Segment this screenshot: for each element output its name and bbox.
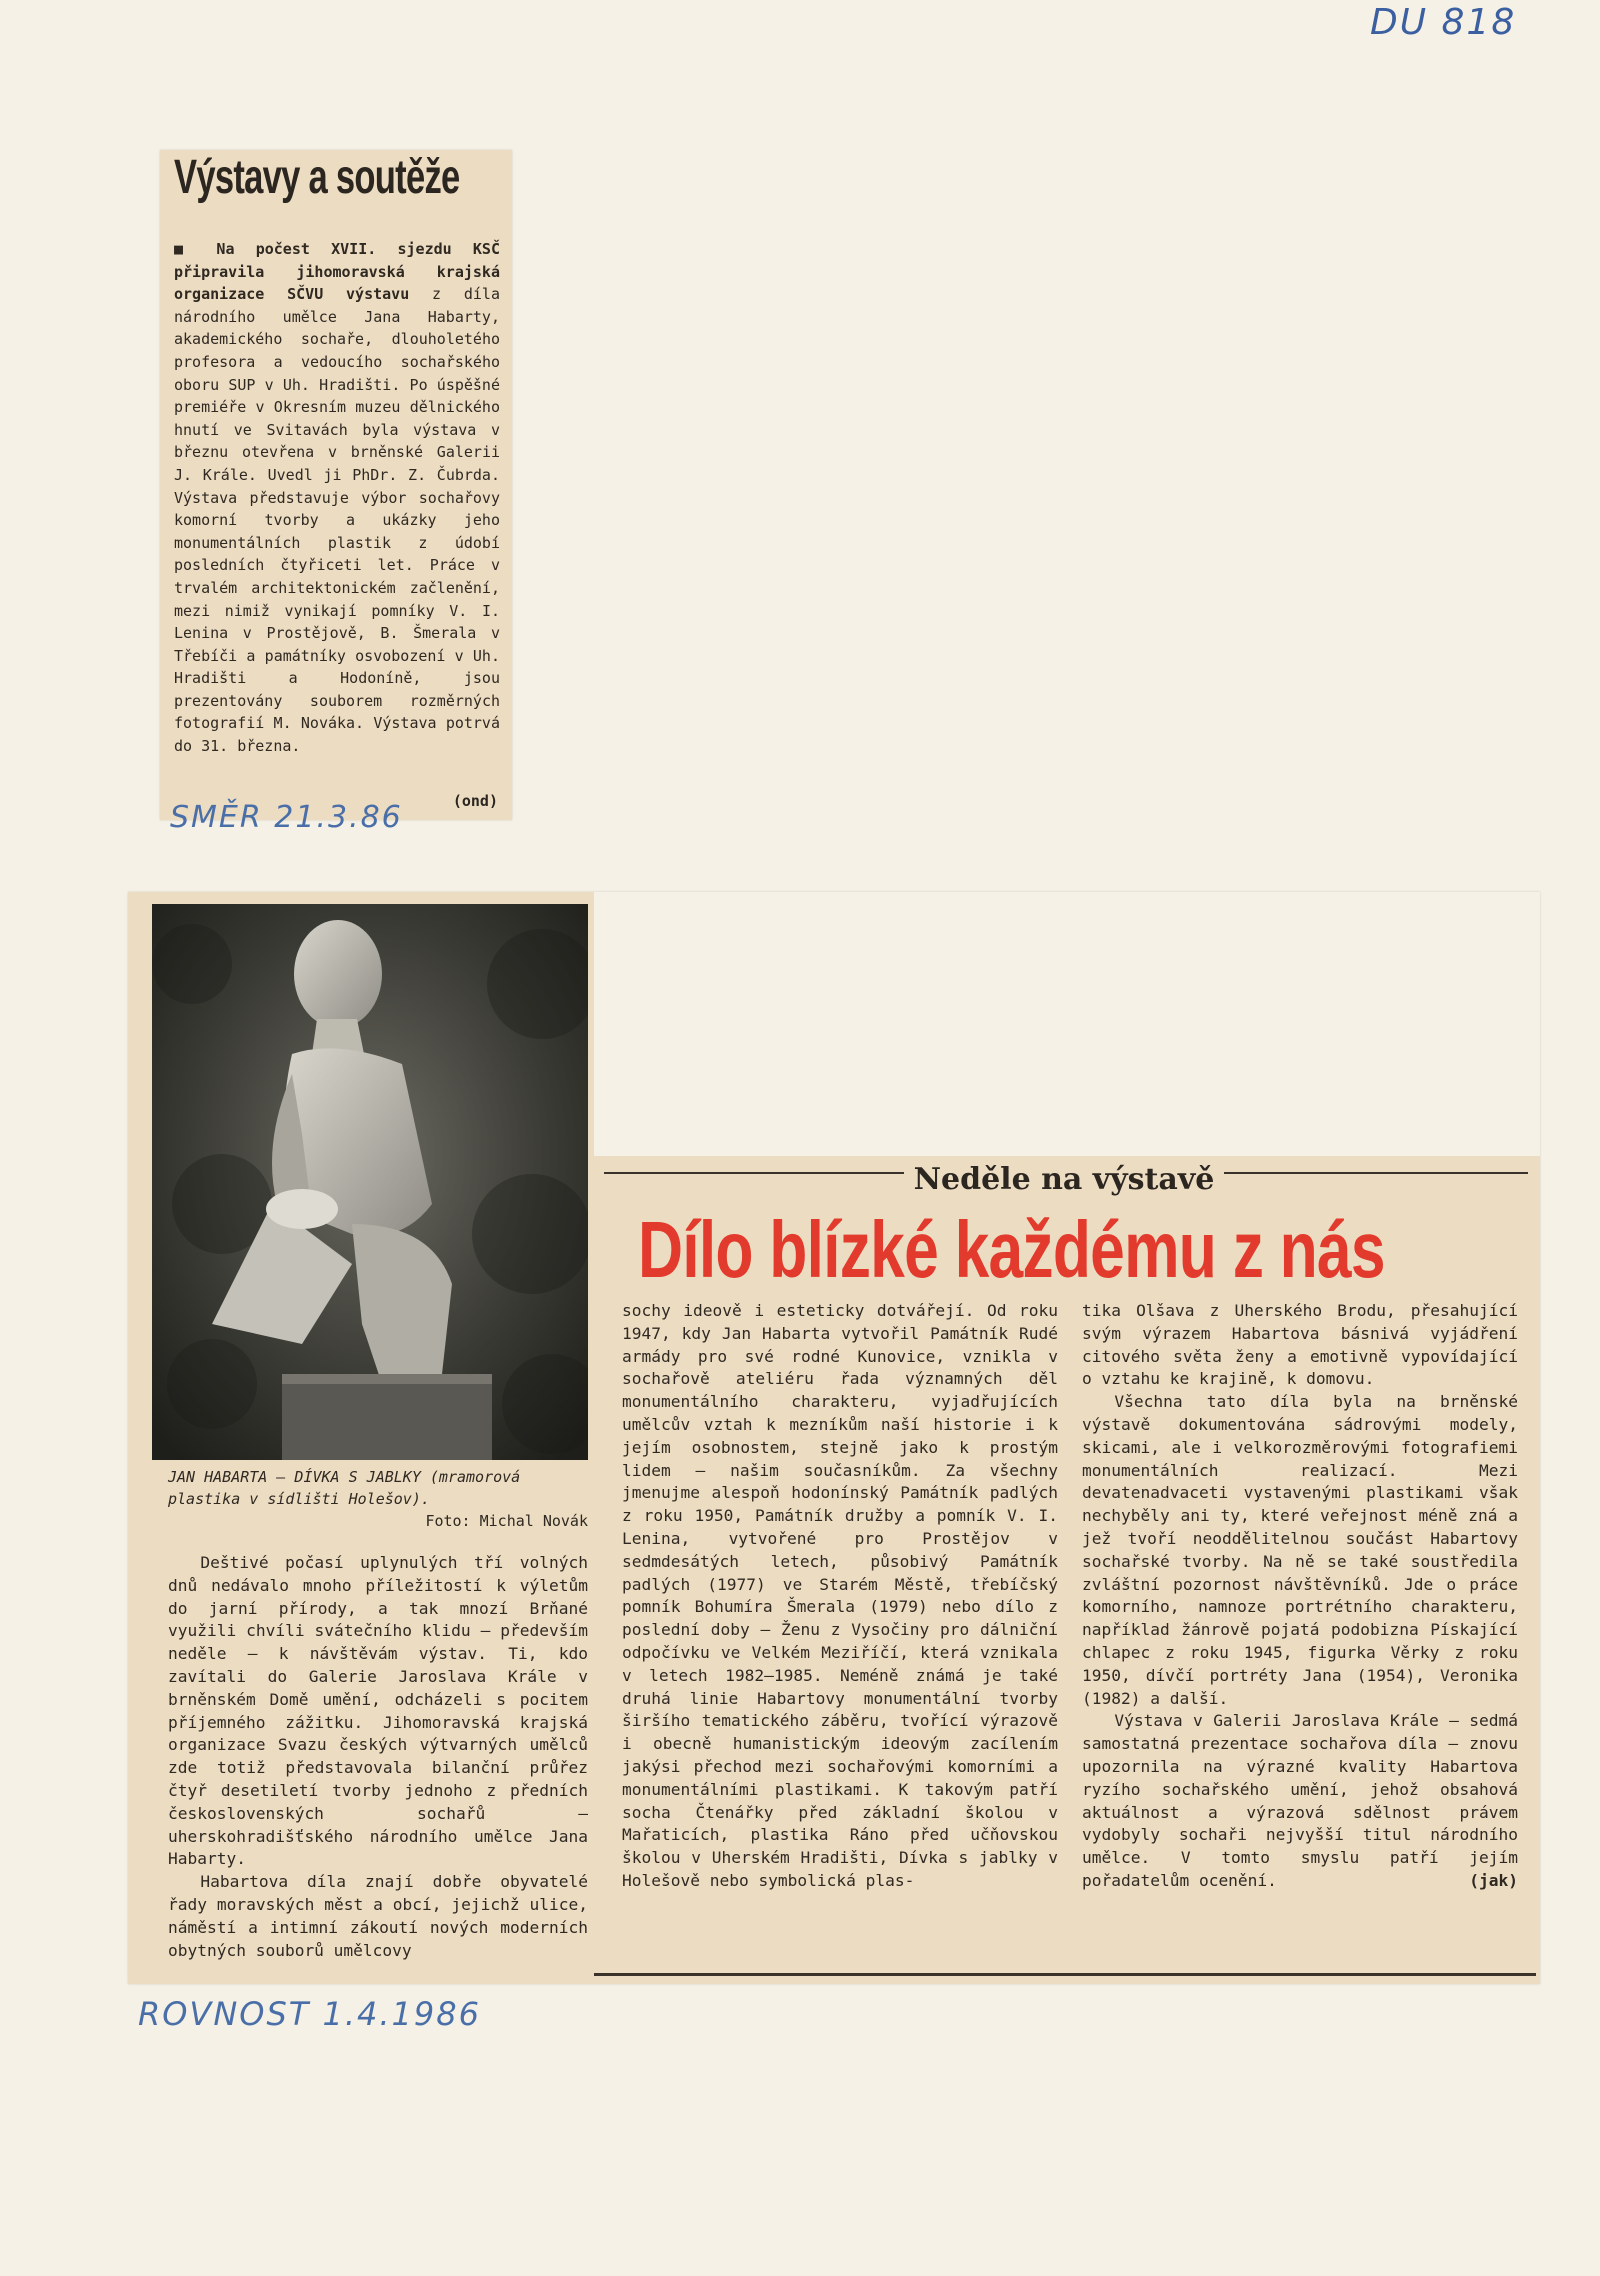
source-note-rovnost: ROVNOST 1.4.1986 xyxy=(138,1995,481,2033)
paragraph xyxy=(1082,1710,1518,1892)
rubric xyxy=(128,1162,1540,1197)
bottom-rule xyxy=(594,1973,1536,1976)
article-column-2 xyxy=(622,1300,1058,1893)
paragraph: Všechna tato díla byla na brněnské výstavě dokumentována sádrovými modely, skicami, ale i velkorozměrovými fotografiemi monumentálních realizací. Mezi devatenadvaceti vystavenými plastikami však nechyběly ani ty, které veřejnost méně zná a jež tvoří neoddělitelnou součást Habartovy sochařské tvorby. Na ně se také soustředila zvláštní pozornost návštěvníků. Jde o práce komorního, namnoze portrétního charakteru, například žánrově pojatá podobizna Pískající chlapec z roku 1945, figurka Věrky z roku 1950, dívčí portréty Jana (1954), Veronika (1982) a další. xyxy=(1082,1392,1518,1708)
clipping1-body xyxy=(174,238,500,758)
clipping-dilo-blizke xyxy=(128,892,1540,1984)
article-signature: (jak) xyxy=(1469,1870,1518,1890)
photo-caption xyxy=(168,1466,588,1532)
paragraph: sochy ideově i esteticky dotvářejí. Od roku 1947, kdy Jan Habarta vytvořil Památník Rudé armády pro své rodné Kunovice, vznikla v sochařově ateliéru řada významných děl monumentálního charakteru, vyjadřujících umělcův vztah k mezníkům naší historie i k jejím osobnostem, stejně jako k prostým lidem — našim současníkům. Za všechny jmenujme alespoň hodonínský Památník padlých z roku 1950, Památník družby a pomník V. I. Lenina, vytvořené pro Prostějov v sedmdesátých letech, působivý Památník padlých (1977) ve Starém Městě, třebíčský pomník Bohumíra Šmerala (1979) nebo dílo z poslední doby — Ženu z Vysočiny pro dálniční odpočívku ve Velkém Meziříčí, která vznikala v letech 1982—1985. Neméně známá je také druhá linie Habartovy monumentální tvorby širšího tematického záběru, tvořící výrazově i obecně humanistickým ideovým zacílením jakýsi přechod mezi sochařovými komorními a monumentálními plastikami. K takovým patří socha Čtenářky před základní školou v Mařaticích, plastika Ráno před učňovskou školou v Uherském Hradišti, Dívka s jablky v Holešově nebo symbolická plas- xyxy=(622,1301,1058,1890)
rubric-text: Neděle na výstavě xyxy=(904,1162,1225,1197)
photo-credit: Foto: Michal Novák xyxy=(425,1512,588,1530)
photo-caption-text: JAN HABARTA — DÍVKA S JABLKY (mramorová plastika v sídlišti Holešov). xyxy=(168,1468,521,1508)
paragraph: Habartova díla znají dobře obyvatelé řady moravských měst a obcí, jejichž ulice, náměstí a intimní zákoutí nových moderních obytných souborů umělcovy xyxy=(168,1872,588,1960)
clipping-cutout xyxy=(594,892,1540,1156)
archive-reference-code: DU 818 xyxy=(1370,2,1517,43)
clipping1-lead: ■ Na počest XVII. sjezdu KSČ připravila jihomoravská krajská organizace SČVU výstavu xyxy=(174,240,500,304)
article-title: Dílo blízké každému z nás xyxy=(638,1205,1385,1294)
clipping-vystavy-a-souteze xyxy=(160,150,512,820)
article-column-3 xyxy=(1082,1300,1518,1893)
paragraph: Deštivé počasí uplynulých tří volných dnů nedávalo mnoho příležitostí k výletům do jarní přírody, a tak mnozí Brňané využili chvíli svátečního klidu — především neděle — k návštěvám výstav. Ti, kdo zavítali do Galerie Jaroslava Krále v brněnském Domě umění, odcházeli s pocitem příjemného zážitku. Jihomoravská krajská organizace Svazu českých výtvarných umělců zde totiž představovala bilanční průřez čtyř desetiletí tvorby jednoho z předních československých sochařů — uherskohradišťského národního umělce Jana Habarty. xyxy=(168,1553,588,1869)
source-note-smer: SMĚR 21.3.86 xyxy=(170,800,403,835)
clipping1-text: z díla národního umělce Jana Habarty, akademického sochaře, dlouholetého profesora a vedoucího sochařského oboru SUP v Uh. Hradišti. Po úspěšné premiéře v Okresním muzeu dělnického hnutí ve Svitavách byla výstava v březnu otevřena v brněnské Galerii J. Krále. Uvedl ji PhDr. Z. Čubrda. Výstava představuje výbor sochařovy komorní tvorby a ukázky jeho monumentálních plastik z údobí posledních čtyřiceti let. Práce v trvalém architektonickém začlenění, mezi nimiž vynikají pomníky V. I. Lenina v Prostějově, B. Šmerala v Třebíči a památníky osvobození v Uh. Hradišti a Hodoníně, jsou prezentovány souborem rozměrných fotografií M. Nováka. Výstava potrvá do 31. března. xyxy=(174,285,500,756)
paragraph: tika Olšava z Uherského Brodu, přesahující svým výrazem Habartova básnivá vyjádření citového světa ženy a emotivně vypovídající o vztahu ke krajině, k domovu. xyxy=(1082,1301,1518,1389)
article-column-1 xyxy=(168,1552,588,1962)
clipping1-headline: Výstavy a soutěže xyxy=(174,151,460,204)
paragraph-text: Výstava v Galerii Jaroslava Krále — sedmá samostatná prezentace sochařova díla — znovu upozornila na výrazné kvality Habartova ryzího sochařského umění, jehož obsahová aktuálnost a výrazová sdělnost právem vydobyly sochaři nejvyšší titul národního umělce. V tomto smyslu patří jejím pořadatelům ocenění. xyxy=(1082,1711,1518,1890)
clipping1-signature: (ond) xyxy=(452,792,498,810)
